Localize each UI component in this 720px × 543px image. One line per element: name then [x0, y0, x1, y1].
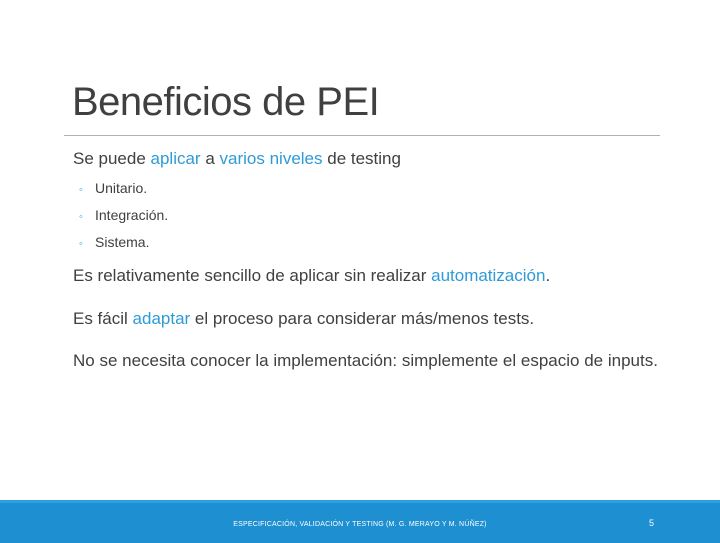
text-run: .	[545, 266, 551, 285]
content-block	[73, 148, 673, 257]
highlight-adaptar: adaptar	[132, 309, 191, 328]
list-item	[73, 230, 673, 257]
footer-text: ESPECIFICACIÓN, VALIDACIÓN Y TESTING (M. G. MERAYO Y M. NÚÑEZ)	[233, 521, 487, 528]
text-run: Es fácil	[73, 309, 133, 328]
title-divider	[64, 135, 660, 136]
paragraph-levels	[73, 148, 673, 170]
paragraph-implementation: No se necesita conocer la implementación: simplemente el espacio de inputs.	[73, 351, 658, 370]
list-item-text: Unitario.	[95, 180, 148, 196]
bullet-icon: ◦	[79, 184, 83, 196]
highlight-aplicar: aplicar	[150, 149, 201, 168]
text-run: Es relativamente sencillo de aplicar sin realizar	[73, 266, 432, 285]
page-number: 5	[648, 518, 654, 528]
paragraph-adapt	[73, 308, 534, 330]
highlight-varios-niveles: varios niveles	[219, 149, 323, 168]
text-run: el proceso para considerar más/menos tests.	[190, 309, 535, 328]
paragraph-automation	[73, 265, 550, 287]
footer-bar	[0, 500, 720, 543]
levels-list	[73, 176, 673, 257]
text-run: a	[200, 149, 220, 168]
highlight-automatizacion: automatización	[431, 266, 546, 285]
list-item-text: Sistema.	[95, 234, 150, 250]
list-item	[73, 176, 673, 203]
list-item-text: Integración.	[95, 207, 169, 223]
text-run: Se puede	[73, 149, 151, 168]
list-item	[73, 203, 673, 230]
bullet-icon: ◦	[79, 211, 83, 223]
slide-title: Beneficios de PEI	[72, 80, 380, 124]
text-run: de testing	[322, 149, 401, 168]
bullet-icon: ◦	[79, 238, 83, 250]
